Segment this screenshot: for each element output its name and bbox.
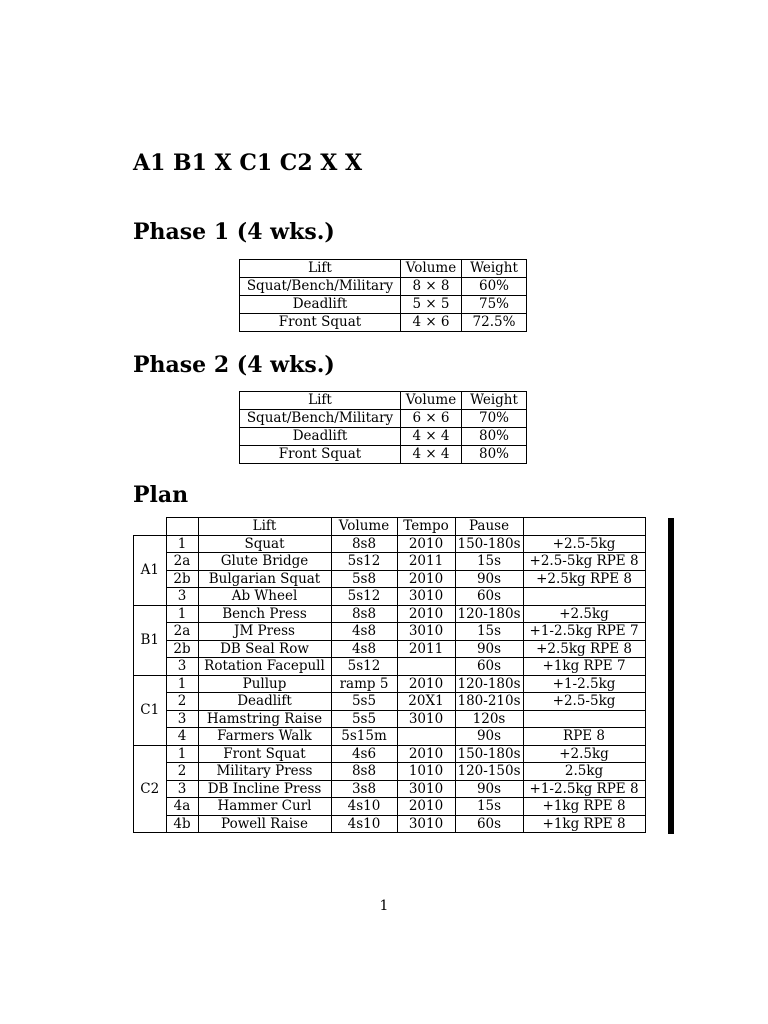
volume-cell: 4 × 6 [401, 314, 462, 332]
table-row [134, 763, 646, 781]
order-cell: 2b [166, 570, 198, 588]
table-row [134, 605, 646, 623]
plan-heading: Plan [133, 482, 189, 508]
pause-cell: 15s [455, 798, 523, 816]
table-header-row [240, 392, 527, 410]
lift-cell: Powell Raise [198, 815, 331, 833]
pause-cell: 150-180s [455, 745, 523, 763]
plan-table-body [134, 535, 646, 833]
lift-cell: Glute Bridge [198, 553, 331, 571]
table-header-row [134, 518, 646, 536]
volume-cell: 4s10 [331, 815, 397, 833]
volume-cell: 4s8 [331, 640, 397, 658]
table-row [134, 570, 646, 588]
column-header: Pause [455, 518, 523, 536]
lift-cell: Front Squat [240, 446, 401, 464]
progression-cell: +2.5-5kg [523, 535, 645, 553]
volume-cell: 5s12 [331, 553, 397, 571]
lift-cell: Squat/Bench/Military [240, 410, 401, 428]
order-cell: 2b [166, 640, 198, 658]
table-row [134, 728, 646, 746]
weight-cell: 75% [462, 296, 527, 314]
plan-table [133, 517, 646, 833]
volume-cell: 5s5 [331, 710, 397, 728]
column-header [523, 518, 645, 536]
table-row [134, 745, 646, 763]
weight-cell: 72.5% [462, 314, 527, 332]
pause-cell: 90s [455, 640, 523, 658]
pause-cell: 90s [455, 780, 523, 798]
lift-cell: Front Squat [198, 745, 331, 763]
tempo-cell: 2010 [397, 570, 455, 588]
tempo-cell: 2011 [397, 640, 455, 658]
progression-cell: RPE 8 [523, 728, 645, 746]
tempo-cell [397, 658, 455, 676]
column-header: Weight [462, 392, 527, 410]
lift-cell: Deadlift [240, 428, 401, 446]
progression-cell: +1kg RPE 8 [523, 815, 645, 833]
tempo-cell: 3010 [397, 710, 455, 728]
table-row [134, 798, 646, 816]
column-header: Tempo [397, 518, 455, 536]
column-header [166, 518, 198, 536]
order-cell: 1 [166, 535, 198, 553]
weight-cell: 80% [462, 428, 527, 446]
table-row [134, 535, 646, 553]
table-row [134, 710, 646, 728]
volume-cell: 4 × 4 [401, 428, 462, 446]
table-row [134, 675, 646, 693]
order-cell: 4a [166, 798, 198, 816]
volume-cell: 5s15m [331, 728, 397, 746]
weight-cell: 60% [462, 278, 527, 296]
column-header: Weight [462, 260, 527, 278]
order-cell: 3 [166, 588, 198, 606]
table-row [240, 314, 527, 332]
pause-cell: 90s [455, 570, 523, 588]
progression-cell: +2.5kg RPE 8 [523, 640, 645, 658]
volume-cell: 4s8 [331, 623, 397, 641]
column-header: Lift [240, 260, 401, 278]
volume-cell: 4s10 [331, 798, 397, 816]
pause-cell: 60s [455, 658, 523, 676]
pause-cell: 180-210s [455, 693, 523, 711]
group-label: C1 [134, 675, 167, 745]
progression-cell: +1-2.5kg RPE 7 [523, 623, 645, 641]
volume-cell: 5 × 5 [401, 296, 462, 314]
lift-cell: Deadlift [240, 296, 401, 314]
lift-cell: Farmers Walk [198, 728, 331, 746]
volume-cell: 5s8 [331, 570, 397, 588]
order-cell: 2a [166, 623, 198, 641]
volume-cell: 5s5 [331, 693, 397, 711]
volume-cell: 4 × 4 [401, 446, 462, 464]
volume-cell: 8s8 [331, 763, 397, 781]
column-header: Volume [401, 260, 462, 278]
order-cell: 2a [166, 553, 198, 571]
table-row [134, 640, 646, 658]
tempo-cell: 20X1 [397, 693, 455, 711]
group-label: B1 [134, 605, 167, 675]
progression-cell: +2.5kg [523, 745, 645, 763]
order-cell: 1 [166, 745, 198, 763]
weight-cell: 70% [462, 410, 527, 428]
table-row [240, 278, 527, 296]
tempo-cell: 3010 [397, 780, 455, 798]
order-cell: 4 [166, 728, 198, 746]
pause-cell: 120s [455, 710, 523, 728]
lift-cell: Hamstring Raise [198, 710, 331, 728]
lift-cell: JM Press [198, 623, 331, 641]
table-row [240, 296, 527, 314]
lift-cell: Rotation Facepull [198, 658, 331, 676]
lift-cell: Squat [198, 535, 331, 553]
tempo-cell: 2011 [397, 553, 455, 571]
pause-cell: 60s [455, 588, 523, 606]
lift-cell: Pullup [198, 675, 331, 693]
tempo-cell: 3010 [397, 815, 455, 833]
progression-cell [523, 588, 645, 606]
pause-cell: 120-180s [455, 605, 523, 623]
phase2-heading: Phase 2 (4 wks.) [133, 352, 335, 378]
column-header: Volume [401, 392, 462, 410]
tempo-cell: 2010 [397, 535, 455, 553]
order-cell: 3 [166, 780, 198, 798]
tempo-cell: 2010 [397, 605, 455, 623]
progression-cell: +1kg RPE 8 [523, 798, 645, 816]
order-cell: 1 [166, 605, 198, 623]
volume-cell: 3s8 [331, 780, 397, 798]
lift-cell: Deadlift [198, 693, 331, 711]
lift-cell: Squat/Bench/Military [240, 278, 401, 296]
table-row [134, 623, 646, 641]
volume-cell: 4s6 [331, 745, 397, 763]
page-number: 1 [379, 898, 389, 914]
phase1-table [239, 259, 527, 332]
table-row [240, 410, 527, 428]
pause-cell: 60s [455, 815, 523, 833]
order-cell: 3 [166, 710, 198, 728]
order-cell: 4b [166, 815, 198, 833]
order-cell: 2 [166, 693, 198, 711]
tempo-cell: 2010 [397, 675, 455, 693]
volume-cell: 6 × 6 [401, 410, 462, 428]
weight-cell: 80% [462, 446, 527, 464]
order-cell: 3 [166, 658, 198, 676]
column-header: Volume [331, 518, 397, 536]
table-row [134, 780, 646, 798]
pause-cell: 120-150s [455, 763, 523, 781]
tempo-cell: 3010 [397, 588, 455, 606]
volume-cell: 8s8 [331, 605, 397, 623]
tempo-cell: 1010 [397, 763, 455, 781]
lift-cell: DB Seal Row [198, 640, 331, 658]
pause-cell: 15s [455, 553, 523, 571]
document-title: A1 B1 X C1 C2 X X [133, 150, 363, 176]
volume-cell: ramp 5 [331, 675, 397, 693]
pause-cell: 15s [455, 623, 523, 641]
group-label: C2 [134, 745, 167, 833]
progression-cell: 2.5kg [523, 763, 645, 781]
progression-cell: +2.5kg [523, 605, 645, 623]
progression-cell: +2.5kg RPE 8 [523, 570, 645, 588]
lift-cell: Ab Wheel [198, 588, 331, 606]
tempo-cell [397, 728, 455, 746]
tempo-cell: 2010 [397, 745, 455, 763]
tempo-cell: 2010 [397, 798, 455, 816]
pause-cell: 90s [455, 728, 523, 746]
lift-cell: Bulgarian Squat [198, 570, 331, 588]
table-row [134, 553, 646, 571]
pause-cell: 120-180s [455, 675, 523, 693]
lift-cell: DB Incline Press [198, 780, 331, 798]
volume-cell: 5s12 [331, 658, 397, 676]
table-row [134, 693, 646, 711]
table-row [240, 428, 527, 446]
progression-cell: +2.5-5kg RPE 8 [523, 553, 645, 571]
lift-cell: Hammer Curl [198, 798, 331, 816]
order-cell: 1 [166, 675, 198, 693]
column-header: Lift [198, 518, 331, 536]
table-row [240, 446, 527, 464]
progression-cell: +1-2.5kg RPE 8 [523, 780, 645, 798]
table-row [134, 815, 646, 833]
vertical-bar [668, 518, 674, 834]
volume-cell: 8s8 [331, 535, 397, 553]
table-header-row [240, 260, 527, 278]
lift-cell: Military Press [198, 763, 331, 781]
column-header: Lift [240, 392, 401, 410]
phase2-table [239, 391, 527, 464]
table-row [134, 588, 646, 606]
progression-cell: +1kg RPE 7 [523, 658, 645, 676]
progression-cell [523, 710, 645, 728]
volume-cell: 5s12 [331, 588, 397, 606]
table-row [134, 658, 646, 676]
column-header [134, 518, 167, 536]
tempo-cell: 3010 [397, 623, 455, 641]
phase1-heading: Phase 1 (4 wks.) [133, 219, 335, 245]
lift-cell: Bench Press [198, 605, 331, 623]
pause-cell: 150-180s [455, 535, 523, 553]
progression-cell: +2.5-5kg [523, 693, 645, 711]
volume-cell: 8 × 8 [401, 278, 462, 296]
group-label: A1 [134, 535, 167, 605]
lift-cell: Front Squat [240, 314, 401, 332]
progression-cell: +1-2.5kg [523, 675, 645, 693]
order-cell: 2 [166, 763, 198, 781]
